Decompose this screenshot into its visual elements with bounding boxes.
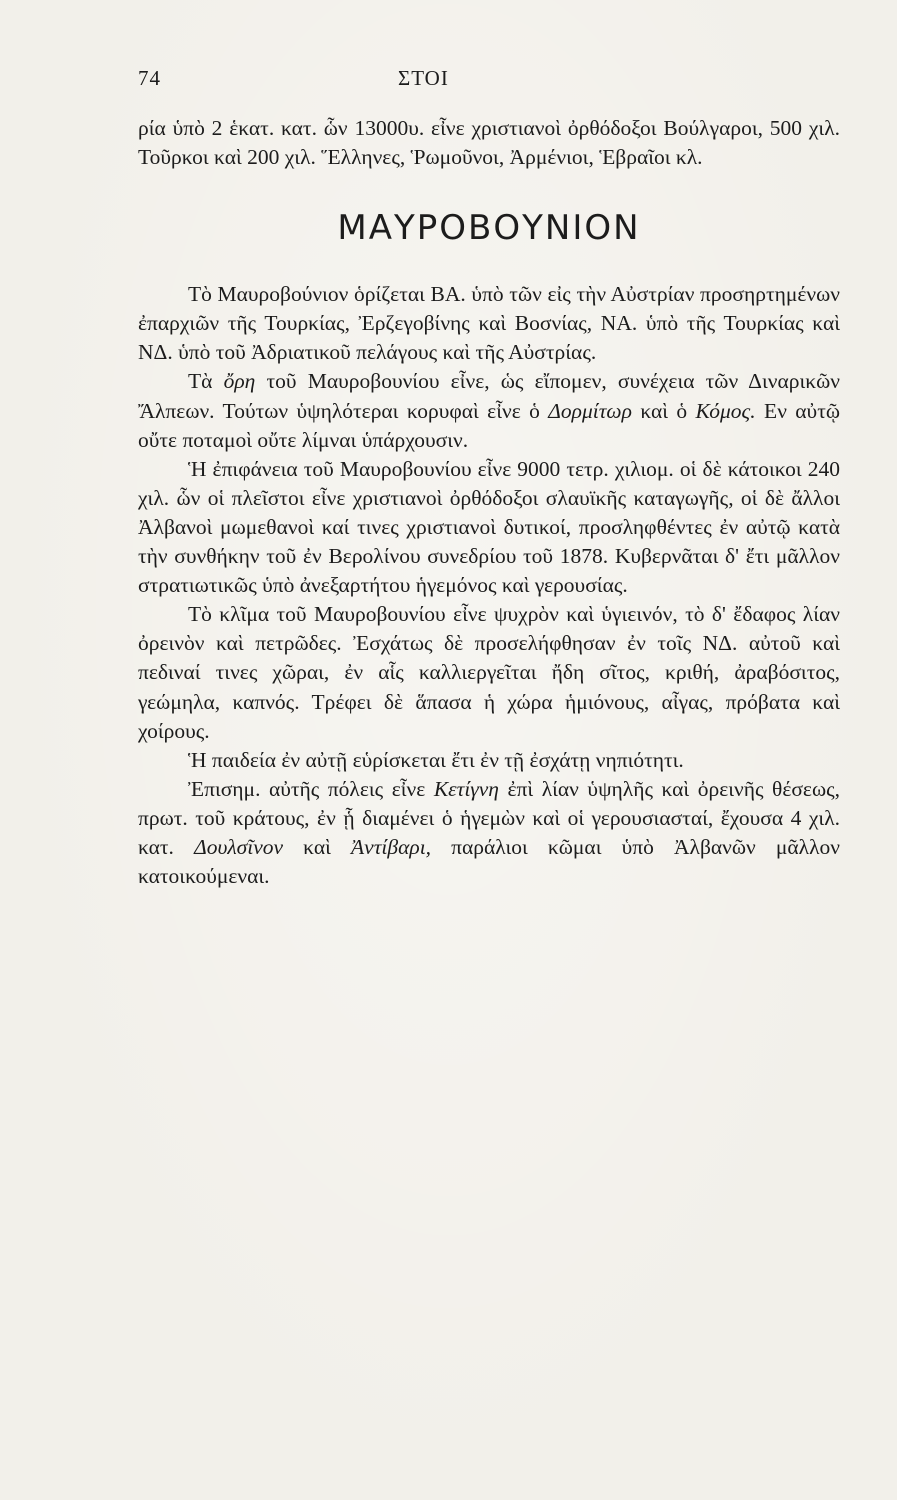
italic-term-mountains: ὄρη — [223, 369, 256, 394]
text-run: Ἐπισημ. αὐτῆς πόλεις εἶνε — [188, 776, 434, 801]
paragraph-borders: Τὸ Μαυροβούνιον ὁρίζεται ΒΑ. ὑπὸ τῶν εἰς τὴν Αὐστρίαν προσηρτημένων ἐπαρχιῶν τῆς Τουρκίας, Ἐρζεγοβίνης καὶ Βοσνίας, ΝΑ. ὑπὸ τῆς Τουρκίας καὶ ΝΔ. ὑπὸ τοῦ Ἀδριατικοῦ πελάγους καὶ τῆς Αὐστρίας. — [138, 282, 840, 365]
paragraph-mountains — [138, 367, 840, 454]
page-number: 74 — [138, 66, 161, 90]
italic-term-komos: Κόμος. — [695, 398, 756, 423]
text-run: παράλιοι κῶμαι ὑπὸ Ἀλβανῶν μᾶλλον κατοικούμεναι. — [138, 834, 841, 889]
italic-term-dormitor: Δορμίτωρ — [548, 398, 632, 423]
section-title: ΜΑΥΡΟΒΟΥΝΙΟΝ — [337, 208, 641, 249]
italic-city-dulcigno: Δουλσῖνον — [194, 834, 284, 859]
text-run: Εν αὐτῷ οὔτε ποταμοὶ οὔτε λίμναι ὑπάρχουσιν. — [138, 398, 840, 452]
text-run: καὶ — [283, 834, 352, 859]
text-run: τοῦ Μαυροβουνίου εἶνε, ὡς εἴπομεν, συνέχεια τῶν Διναρικῶν Ἄλπεων. Τούτων ὑψηλότεραι κορυφαὶ εἶνε ὁ — [138, 369, 840, 423]
paragraph-climate: Τὸ κλῖμα τοῦ Μαυροβουνίου εἶνε ψυχρὸν καὶ ὑγιεινόν, τὸ δ' ἔδαφος λίαν ὀρεινὸν καὶ πετρῶδες. Ἐσχάτως δὲ προσελήφθησαν ἐν τοῖς ΝΔ. αὐτοῦ καὶ πεδιναί τινες χῶραι, ἐν αἷς καλλιεργεῖται ἤδη σῖτος, κριθή, ἀραβόσιτος, γεώμηλα, καπνός. Τρέφει δὲ ἅπασα ἡ χώρα ἡμιόνους, αἶγας, πρόβατα καὶ χοίρους. — [138, 602, 840, 743]
italic-city-cetinje: Κετίγνη — [433, 776, 499, 801]
text-run: καὶ ὁ — [631, 398, 696, 423]
body-text — [138, 114, 840, 891]
page-header — [138, 66, 838, 96]
paragraph-population: Ἡ ἐπιφάνεια τοῦ Μαυροβουνίου εἶνε 9000 τετρ. χιλιομ. οἱ δὲ κάτοικοι 240 χιλ. ὧν οἱ πλεῖστοι εἶνε χριστιανοὶ ὀρθόδοξοι σλαυϊκῆς καταγωγῆς, οἱ δὲ ἄλλοι Ἀλβανοὶ μωμεθανοὶ καί τινες χριστιανοὶ δυτικοί, προσληφθέντες ἐν αὐτῷ κατὰ τὴν συνθήκην τοῦ ἐν Βερολίνου συνεδρίου τοῦ 1878. Κυβερνᾶται δ' ἔτι μᾶλλον στρατιωτικῶς ὑπὸ ἀνεξαρτήτου ἡγεμόνος καὶ γερουσίας. — [138, 456, 840, 598]
italic-city-antivari: Ἀντίβαρι, — [351, 834, 432, 859]
paragraph-education: Ἡ παιδεία ἐν αὐτῇ εὑρίσκεται ἔτι ἐν τῇ ἐσχάτῃ νηπιότητι. — [188, 747, 684, 772]
paragraph-continuation: ρία ὑπὸ 2 ἑκατ. κατ. ὧν 13000υ. εἶνε χριστιανοὶ ὀρθόδοξοι Βούλγαροι, 500 χιλ. Τοῦρκοι καὶ 200 χιλ. Ἕλληνες, Ῥωμοῦνοι, Ἀρμένιοι, Ἑβραῖοι κλ. — [138, 116, 840, 170]
text-run: ἐπὶ λίαν ὑψηλῆς καὶ ὀρεινῆς θέσεως, πρωτ. τοῦ κράτους, ἐν ᾗ διαμένει ὁ ἡγεμὼν καὶ οἱ γερουσιασταί, ἔχουσα 4 χιλ. κατ. — [138, 776, 841, 859]
running-head: ΣΤΟΙ — [398, 66, 449, 90]
text-run: Τὰ — [188, 369, 224, 394]
paragraph-cities — [138, 775, 840, 891]
